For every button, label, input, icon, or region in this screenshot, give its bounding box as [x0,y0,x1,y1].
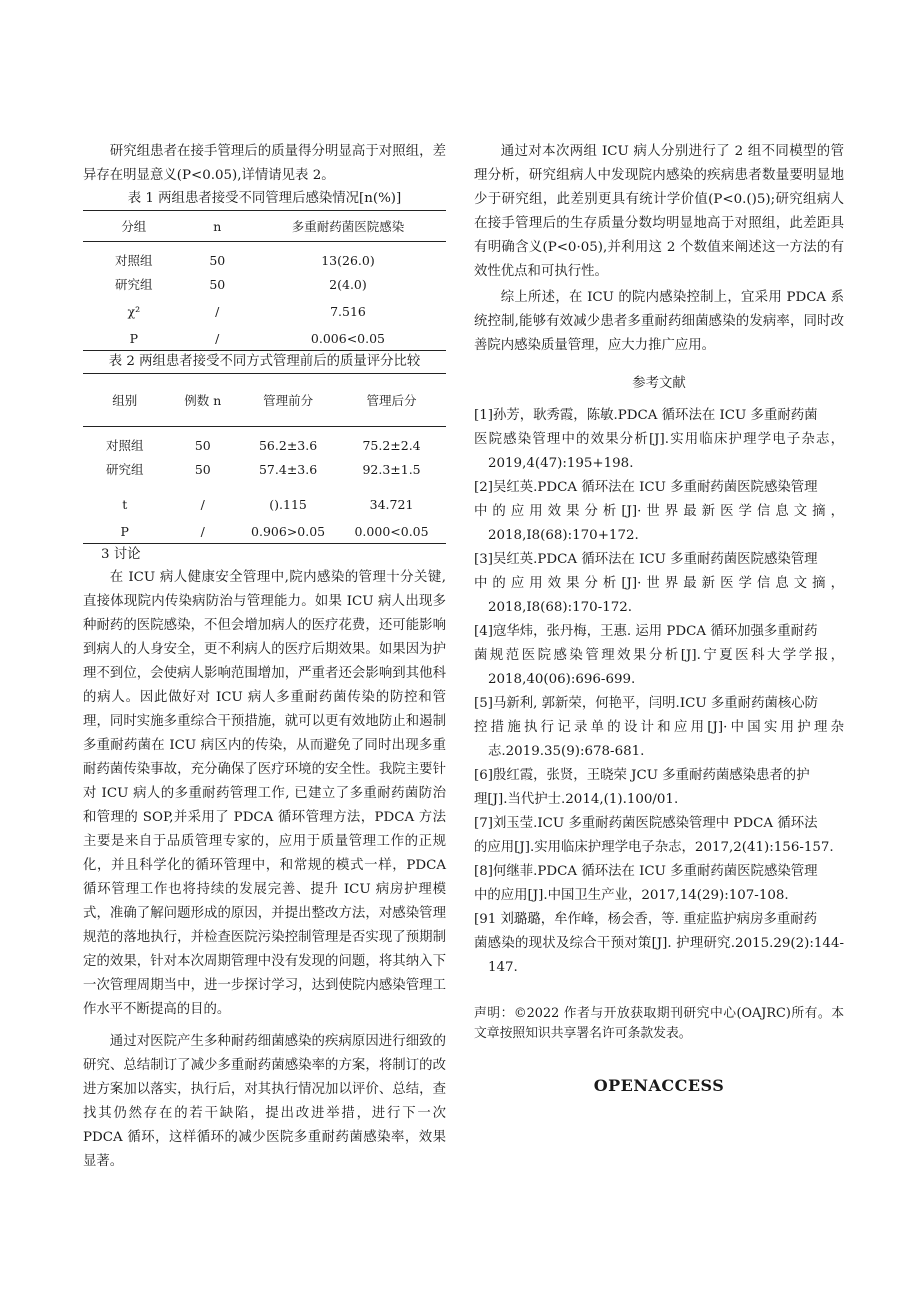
reference-cont: 菌规范医院感染管理效果分析[J].宁夏医科大学学报，2018,40(06):696-699. [474,648,844,687]
table2-cell: 0.906>0.05 [251,523,326,539]
table1-header-cell: n [213,218,222,234]
table1-header-cell: 多重耐药菌医院感染 [291,219,405,234]
left-column [83,140,446,1174]
table1-row [83,296,446,326]
reference-head: [3]吴红英.PDCA 循环法在 ICU 多重耐药菌医院感染管理 [474,552,818,567]
reference-item [474,812,844,860]
table2-cell: P [120,523,129,539]
table2-cell: 56.2±3.6 [258,437,318,453]
reference-cont: 中的应用效果分析[J]·世界最新医学信息文摘，2018,I8(68):170+172. [474,504,844,543]
table2-header-row [83,374,446,427]
table1-cell: 2(4.0) [329,276,367,292]
reference-item [474,860,844,908]
table2-cell: 34.721 [369,496,414,512]
table1-cell: χ² [127,303,141,319]
reference-cont: 医院感染管理中的效果分析[J].实用临床护理学电子杂志，2019,4(47):195+198. [474,432,844,471]
table1-row [83,242,446,273]
reference-item [474,476,844,548]
conclusion-paragraph: 综上所述，在 ICU 的院内感染控制上，宜采用 PDCA 系统控制,能够有效减少患者多重耐药细菌感染的发病率，同时改善院内感染质量管理，应大力推广应用。 [474,290,844,353]
reference-list [474,404,844,980]
table2-cell: t [122,496,128,512]
open-access-label: OPENACCESS [593,1076,725,1095]
table2-header-cell: 例数 n [184,393,222,408]
table2 [83,373,446,544]
table2-header-cell: 组别 [112,393,138,408]
table2-cell: 75.2±2.4 [362,437,421,453]
table2-row [83,457,446,481]
table2-cell: 50 [194,437,211,453]
table2-cell: 0.000<0.05 [354,523,429,539]
reference-item [474,908,844,980]
reference-item [474,404,844,476]
table2-cell: 对照组 [105,438,144,453]
reference-head: [8]何继菲.PDCA 循环法在 ICU 多重耐药菌医院感染管理 [474,864,818,879]
table2-cell: / [200,496,205,512]
table2-header-cell: 管理前分 [263,393,314,408]
table1-cell: 0.006<0.05 [310,330,386,346]
reference-head: [4]寇华炜，张丹梅，王惠. 运用 PDCA 循环加强多重耐药 [474,624,818,639]
intro-paragraph: 研究组患者在接手管理后的质量得分明显高于对照组，差异存在明显意义(P<0.05),详情请见表 2。 [83,144,446,183]
reference-head: [2]吴红英.PDCA 循环法在 ICU 多重耐药菌医院感染管理 [474,480,818,495]
reference-item [474,548,844,620]
discussion-paragraph-2: 通过对医院产生多种耐药细菌感染的疾病原因进行细致的研究、总结制订了减少多重耐药菌感染率的方案，将制订的改进方案加以落实，执行后，对其执行情况加以评价、总结，查找其仍然存在的若干缺陷，提出改进举措，进行下一次 PDCA 循环，这样循环的减少医院多重耐药菌感染率，效果显著。 [83,1034,446,1169]
table2-header-cell: 管理后分 [366,393,417,408]
reference-cont: 中的应用[J].中国卫生产业，2017,14(29):107-108. [474,888,789,903]
table1-row [83,326,446,351]
table1-header-cell: 分组 [121,219,147,234]
references-title: 参考文献 [632,376,686,391]
reference-cont: 中的应用效果分析[J]·世界最新医学信息文摘，2018,I8(68):170-172. [474,576,844,615]
table1-header-row [83,211,446,242]
reference-cont: 的应用[J].实用临床护理学电子杂志，2017,2(41):156-157. [474,840,834,855]
table2-cell: ().115 [269,496,307,512]
table1-cell: 13(26.0) [321,252,375,268]
reference-head: [5]马新利, 郭新荣，何艳平，闫明.ICU 多重耐药菌核心防 [474,696,819,711]
table2-cell: / [200,523,205,539]
table1-cell: 7.516 [330,303,366,319]
table2-cell: 研究组 [105,462,144,477]
table2-row [83,481,446,519]
table1-cell: / [215,303,220,319]
table1-cell: / [215,330,220,346]
table1-caption: 表 1 两组患者接受不同管理后感染情况[n(%)] [127,191,402,206]
reference-head: [91 刘璐璐，牟作峰，杨会香，等. 重症监护病房多重耐药 [474,912,818,927]
table2-row [83,427,446,458]
table2-cell: 50 [194,461,211,477]
reference-item [474,764,844,812]
table1-cell: 50 [209,276,226,292]
reference-item [474,620,844,692]
section-title: 3 讨论 [101,547,141,562]
right-column [474,140,844,1095]
copyright-statement: 声明：©2022 作者与开放获取期刊研究中心(OAJRC)所有。本文章按照知识共享署名许可条款发表。 [474,1006,844,1041]
table1 [83,210,446,351]
reference-head: [1]孙芳，耿秀霞，陈敏.PDCA 循环法在 ICU 多重耐药菌 [474,408,818,423]
reference-cont: 菌感染的现状及综合干预对策[J]. 护理研究.2015.29(2):144-147. [474,936,844,975]
table1-cell: 对照组 [115,253,153,268]
table2-cell: 92.3±1.5 [362,461,421,477]
reference-cont: 理[J].当代护士.2014,(1).100/01. [474,792,679,807]
reference-item [474,692,844,764]
table2-caption: 表 2 两组患者接受不同方式管理前后的质量评分比较 [108,354,421,369]
reference-head: [7]刘玉莹.ICU 多重耐药菌医院感染管理中 PDCA 循环法 [474,816,818,831]
table1-cell: 50 [209,252,226,268]
table1-cell: P [129,330,139,346]
table2-row [83,519,446,544]
table1-cell: 研究组 [115,277,153,292]
table1-row [83,272,446,296]
reference-head: [6]殷红霞，张贤，王晓荣 JCU 多重耐药菌感染患者的护 [474,768,810,783]
summary-paragraph: 通过对本次两组 ICU 病人分别进行了 2 组不同模型的管理分析，研究组病人中发现院内感染的疾病患者数量要明显地少于研究组，此差别更具有统计学价值(P<0.()5);研究组病人在接手管理后的生存质量分数均明显地高于对照组，此差距具有明确含义(P<0·05),并利用这 2 个数值来阐述这一方法的有效性优点和可执行性。 [474,144,844,279]
discussion-paragraph-1: 在 ICU 病人健康安全管理中,院内感染的管理十分关键,直接体现院内传染病防治与管理能力。如果 ICU 病人出现多种耐药的医院感染，不但会增加病人的医疗花费，还可能影响到病人的人身安全，更不利病人的医疗后期效果。如果因为护理不到位，会使病人影响范围增加，严重者还会影响到其他科的病人。因此做好对 ICU 病人多重耐药菌传染的防控和管理，同时实施多重综合干预措施，就可以更有效地防止和遏制多重耐药菌在 ICU 病区内的传染，从而避免了同时出现多重耐药菌传染事故，充分确保了医疗环境的安全性。我院主要针对 ICU 病人的多重耐药管理工作, 已建立了多重耐药菌防治和管理的 SOP,并采用了 PDCA 循环管理方法，PDCA 方法主要是来自于品质管理专家的，应用于质量管理工作的正规化，并且科学化的循环管理中，和常规的模式一样，PDCA 循环管理工作也将持续的发展完善、提升 ICU 病房护理模式，准确了解问题形成的原因，并提出整改方法，对感染管理规范的落地执行，并检查医院污染控制管理是否实现了预期制定的效果，针对本次周期管理中没有发现的问题，将其纳入下一次管理周期当中，进一步探讨学习，达到使院内感染管理工作水平不断提高的目的。 [83,570,446,1017]
reference-cont: 控措施执行记录单的设计和应用[J]·中国实用护理杂志.2019.35(9):678-681. [474,720,844,759]
table2-cell: 57.4±3.6 [258,461,318,477]
